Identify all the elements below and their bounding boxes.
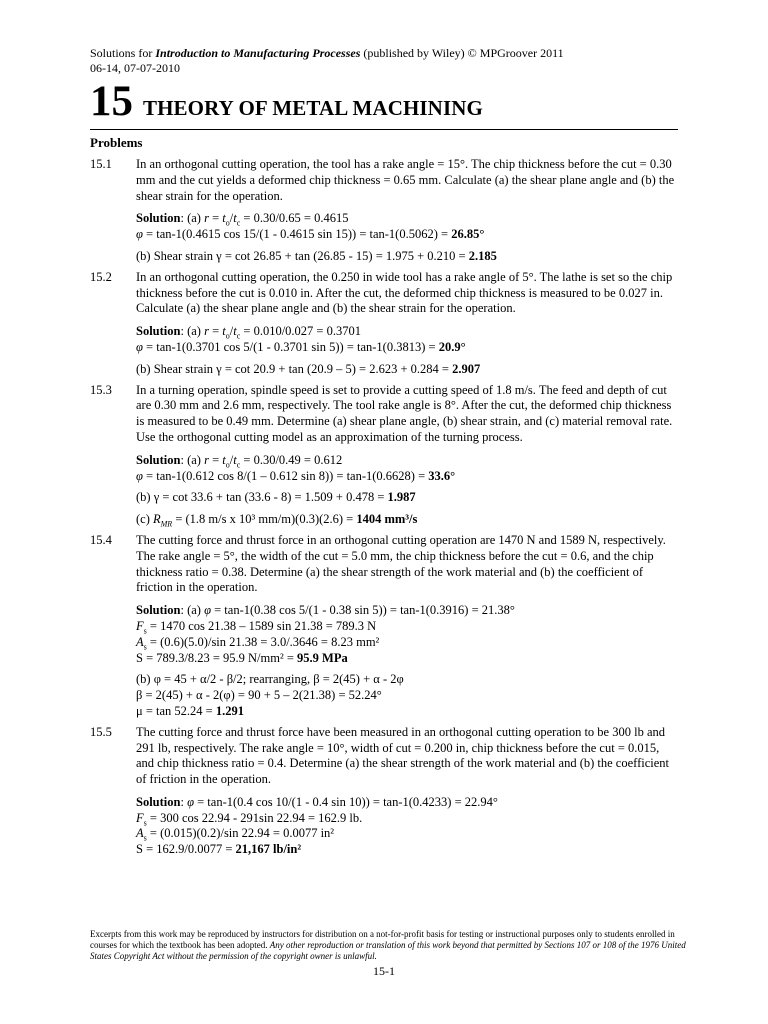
solution-line: = tan-1(0.3701 cos 5/(1 - 0.3701 sin 5)) = tan-1(0.3813) = [142,339,439,354]
chapter-heading [90,80,678,124]
document-page [90,46,678,858]
footer-normal-text: Excerpts from this work may be reproduced by instructors for distribution on a not-for-profit basis for testing or instructional purposes only to students enrolled in courses for which the textbook has been adopted. [90,929,675,951]
problem-15-3 [90,383,678,528]
solution-line: (b) Shear strain γ = cot 26.85 + tan (26.85 - 15) = 1.975 + 0.210 = [136,248,469,263]
answer: 33.6° [428,468,456,483]
solution-line: = 300 cos 22.94 - 291sin 22.94 = 162.9 lb. [146,810,363,825]
chapter-title: THEORY OF METAL MACHINING [143,96,483,120]
problem-15-1 [90,157,678,265]
solution-block: Solution: φ = tan-1(0.4 cos 10/(1 - 0.4 sin 10)) = tan-1(0.4233) = 22.94° $F_s = 300$ cos 22.94 - 291sin 22.94 = 162.9 lb. $A_s = (0.015)(0.2)/\sin$ 22.94 = 0.0077 in² S = 162.9/0.0077 = 21,167 lb/in² [136,794,498,857]
answer: 95.9 MPa [297,650,348,665]
solution-line: = tan-1(0.4 cos 10/(1 - 0.4 sin 10)) = tan-1(0.4233) = 22.94° [194,794,498,809]
solution-line: β = 2(45) + α - 2(φ) = 90 + 5 – 2(21.38) = 52.24° [136,688,382,703]
problem-number: 15.2 [90,269,112,284]
solution-label: Solution [136,452,181,467]
solution-line: = tan-1(0.612 cos 8/(1 – 0.612 sin 8)) = tan-1(0.6628) = [142,468,429,483]
solution-line: = (0.015)(0.2)/sin 22.94 = 0.0077 in² [146,826,335,841]
solution-line: = 0.30/0.49 = 0.612 [240,452,343,467]
solution-line: (b) φ = 45 + α/2 - β/2; rearranging, β = 2(45) + α - 2φ [136,672,404,687]
problem-number: 15.4 [90,532,112,547]
solution-block: Solution: (a) $r = t_o/t_c = 0.30/0.49 = 0.612$ φ = tan-1(0.612 cos 8/(1 – 0.612 sin 8)) = tan-1(0.6628) = 33.6° (b) γ = cot 33.6 + tan (33.6 - 8) = 1.509 + 0.478 = 1.987 (c) $R_{MR} = (1.8$ m/s x 10³ mm/m)(0.3)(2.6) = 1404 mm³/s [136,452,456,529]
answer: 1404 mm³/s [356,512,418,527]
heading-rule [90,129,678,130]
answer: 2.907 [452,361,481,376]
problem-15-4 [90,533,678,720]
header-prefix: Solutions for [90,46,156,60]
header-book-title: Introduction to Manufacturing Processes [155,46,361,60]
solution-label: Solution [136,324,181,339]
problem-text: In an orthogonal cutting operation, the tool has a rake angle = 15°. The chip thickness before the cut = 0.30 mm and the cut yields a deformed chip thickness = 0.65 mm. Calculate (a) the shear plane angle and (b) the shear strain for the operation. [136,157,675,203]
solution-label: Solution [136,211,181,226]
answer: 2.185 [468,248,497,263]
page-number: 15-1 [373,964,395,978]
problem-15-2 [90,270,678,378]
solution-block: Solution: (a) $r = t_o/t_c = 0.30/0.65 = 0.4615$ φ = tan-1(0.4615 cos 15/(1 - 0.4615 sin 15)) = tan-1(0.5062) = 26.85° (b) Shear strain γ = cot 26.85 + tan (26.85 - 15) = 1.975 + 0.210 = 2.185 [136,211,497,263]
answer: 1.987 [387,490,416,505]
solution-line: = tan-1(0.4615 cos 15/(1 - 0.4615 sin 15)) = tan-1(0.5062) = [142,227,452,242]
solution-block: Solution: (a) φ = tan-1(0.38 cos 5/(1 - 0.38 sin 5)) = tan-1(0.3916) = 21.38° $F_s = 1470$ cos 21.38 – 1589 sin 21.38 = 789.3 N $A_s = (0.6)(5.0)/\sin$ 21.38 = 3.0/.3646 = 8.23 mm² S = 789.3/8.23 = 95.9 N/mm² = 95.9 MPa (b) φ = 45 + α/2 - β/2; rearranging, β = 2(45) + α - 2φ β = 2(45) + α - 2(φ) = 90 + 5 – 2(21.38) = 52.24° μ = tan 52.24 = 1.291 [136,603,515,718]
solution-line: = 0.010/0.027 = 0.3701 [240,324,361,339]
header-date: 06-14, 07-07-2010 [90,61,180,75]
problem-15-5 [90,725,678,858]
problem-number: 15.5 [90,724,112,739]
problem-number: 15.3 [90,382,112,397]
solution-block: Solution: (a) $r = t_o/t_c = 0.010/0.027 = 0.3701$ φ = tan-1(0.3701 cos 5/(1 - 0.3701 sin 5)) = tan-1(0.3813) = 20.9° (b) Shear strain γ = cot 20.9 + tan (20.9 – 5) = 2.623 + 0.284 = 2.907 [136,324,481,376]
answer: 21,167 lb/in² [235,842,302,857]
header-suffix: (published by Wiley) © MPGroover 2011 [360,46,564,60]
solution-line: = 1470 cos 21.38 – 1589 sin 21.38 = 789.3 N [146,618,377,633]
problem-text: In an orthogonal cutting operation, the 0.250 in wide tool has a rake angle of 5°. The lathe is set so the chip thickness before the cut is 0.010 in. After the cut, the deformed chip thickness is measured to be 0.027 in. Calculate (a) the shear plane angle and (b) the shear strain for the operation. [136,269,673,316]
solution-line: (b) Shear strain γ = cot 20.9 + tan (20.9 – 5) = 2.623 + 0.284 = [136,361,453,376]
copyright-footer [90,929,690,963]
answer: 20.9° [438,339,466,354]
chapter-number: 15 [90,78,133,125]
solution-line: = (0.6)(5.0)/sin 21.38 = 3.0/.3646 = 8.23 mm² [146,634,380,649]
problem-text: The cutting force and thrust force have been measured in an orthogonal cutting operation to be 300 lb and 291 lb, respectively. The rake angle = 10°, width of cut = 0.200 in, chip thickness before the cut = 0.015, and chip thickness ratio = 0.4. Determine (a) the shear strength of the work material and (b) the coefficient of friction in the operation. [136,724,670,787]
answer: 1.291 [215,703,244,718]
answer: 26.85° [451,227,485,242]
running-header [90,46,678,76]
solution-label: Solution [136,603,181,618]
problem-text: In a turning operation, spindle speed is set to provide a cutting speed of 1.8 m/s. The feed and depth of cut are 0.30 mm and 2.6 mm, respectively. The tool rake angle is 8°. After the cut, the deformed chip thickness is measured to be 0.49 mm. Determine (a) shear plane angle, (b) shear strain, and (c) material removal rate. Use the orthogonal cutting model as an approximation of the turning process. [136,382,673,444]
solution-line: S = 789.3/8.23 = 95.9 N/mm² = [136,650,298,665]
section-heading: Problems [90,135,143,150]
footer-italic-text: Any other reproduction or translation of this work beyond that permitted by Sections 107 or 108 of the 1976 United States Copyright Act without the permission of the copyright owner is unlawful. [90,940,686,962]
problem-number: 15.1 [90,157,112,171]
solution-line: = 0.30/0.65 = 0.4615 [240,211,349,226]
solution-line: (b) γ = cot 33.6 + tan (33.6 - 8) = 1.509 + 0.478 = [136,490,388,505]
solution-line: μ = tan 52.24 = [136,703,216,718]
solution-line: = tan-1(0.38 cos 5/(1 - 0.38 sin 5)) = tan-1(0.3916) = 21.38° [211,603,515,618]
solution-line: = (1.8 m/s x 10³ mm/m)(0.3)(2.6) = [172,512,357,527]
problem-text: The cutting force and thrust force in an orthogonal cutting operation are 1470 N and 1589 N, respectively. The rake angle = 5°, the width of the cut = 5.0 mm, the chip thickness before the cut = 0.6, and the chip thickness ratio = 0.38. Determine (a) the shear strength of the work material and (b) the coefficient of friction in the operation. [136,532,666,595]
solution-label: Solution [136,794,181,809]
solution-line: S = 162.9/0.0077 = [136,842,236,857]
